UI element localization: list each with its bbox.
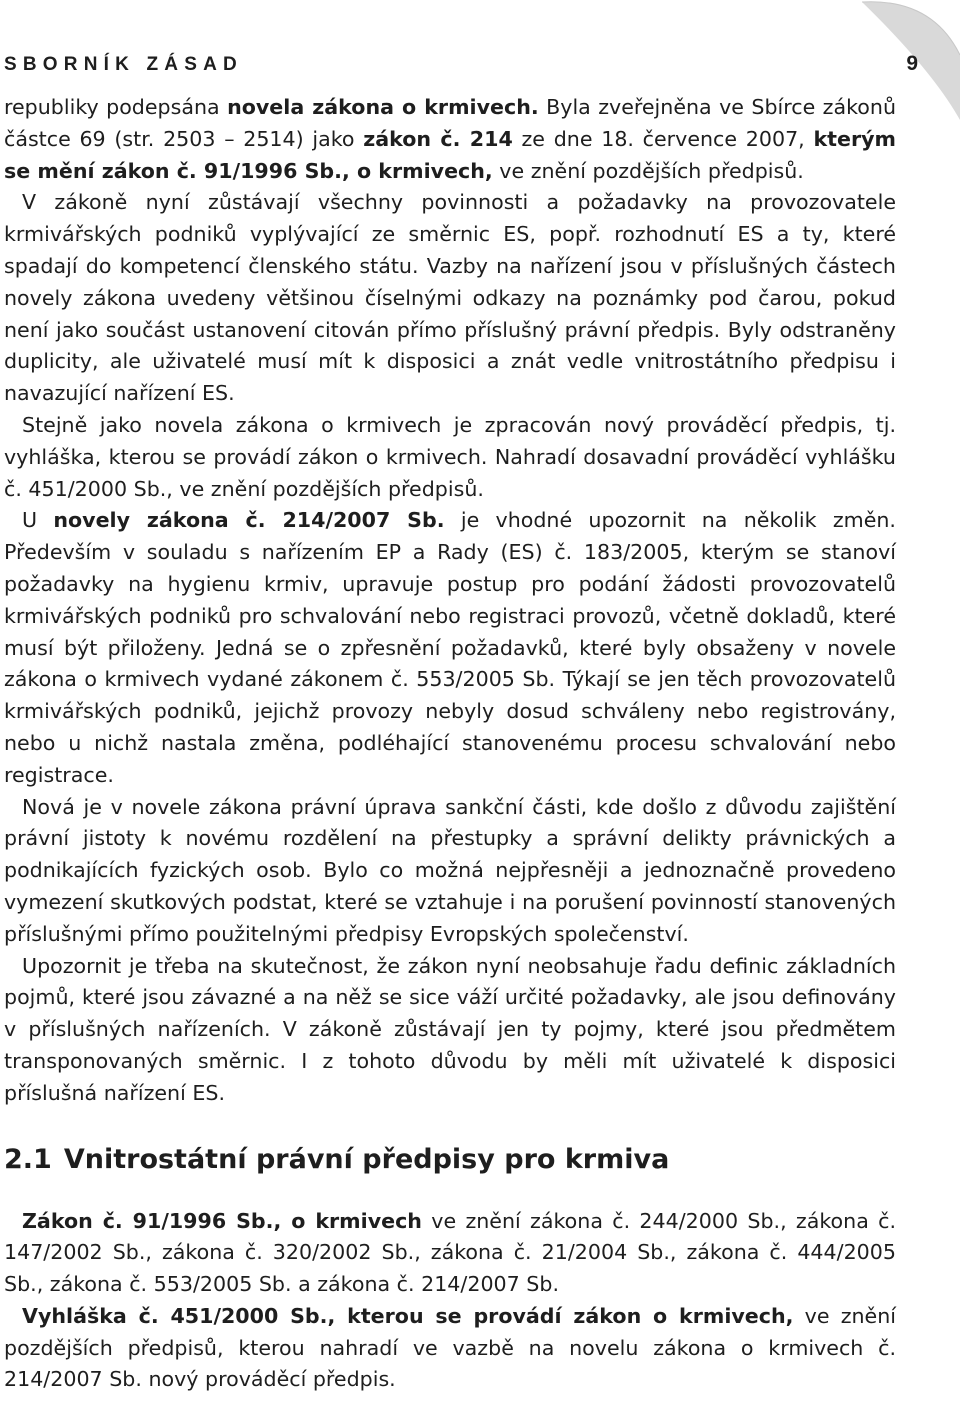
section-number: 2.1 xyxy=(4,1143,52,1175)
section-heading xyxy=(4,1142,896,1178)
text-run: republiky podepsána xyxy=(4,95,228,119)
text-run: ze dne 18. července 2007, xyxy=(512,126,814,151)
running-title: SBORNÍK ZÁSAD xyxy=(4,54,243,75)
paragraph-2: V zákoně nyní zůstávají všechny povinnosti a požadavky na provozovatele krmivářských podniků vyplývající ze směrnic ES, popř. rozhodnutí ES a ty, které spadají do kompetencí členského státu. Vazby na nařízení jsou v příslušných částech novely zákona uvedeny většinou číselnými odkazy na poznámky pod čarou, pokud není jako součást ustanovení citován přímo příslušný právní předpis. Byly odstraněny duplicity, ale uživatelé musí mít k disposici a znát vedle vnitrostátního předpisu i navazující nařízení ES. xyxy=(4,190,896,406)
reference-law-91-1996 xyxy=(4,1206,896,1301)
text-run: ve znění pozdějších předpisů. xyxy=(492,158,804,183)
text-run: ve znění zákona č. 244/2000 Sb., zákona č. 147/2002 Sb., zákona č. 320/2002 Sb., zákona č. 21/2004 Sb., zákona č. 444/2005 Sb., zákona č. 553/2005 Sb. a zákona č. 214/2007 Sb. xyxy=(4,1208,897,1297)
page-number: 9 xyxy=(906,52,918,75)
section-title: Vnitrostátní právní předpisy pro krmiva xyxy=(63,1143,670,1175)
paragraph-6: Upozornit je třeba na skutečnost, že zákon nyní neobsahuje řadu definic základních pojmů, které jsou závazné a na něž se sice váží určité požadavky, ale jsou definovány v příslušných nařízeních. V zákoně zůstávají jen ty pojmy, které jsou předmětem transponovaných směrnic. I z tohoto důvodu by měli mít uživatelé k disposici příslušná nařízení ES. xyxy=(4,953,896,1105)
bold-run: kterým se mění zákon č. 91/1996 Sb., o krmivech, xyxy=(4,126,896,183)
text-run: Byla zveřejněna ve Sbírce zákonů částce 69 (str. 2503 – 2514) jako xyxy=(4,95,896,151)
text-run: U xyxy=(22,508,54,533)
paragraph-4 xyxy=(4,505,896,791)
bold-run: novely zákona č. 214/2007 Sb. xyxy=(53,508,445,533)
page-body xyxy=(4,92,896,1396)
paragraph-5: Nová je v novele zákona právní úprava sankční části, kde došlo z důvodu zajištění právní jistoty k novému rozdělení na přestupky a správní delikty právnických a podnikajících fyzických osob. Bylo co možná nejpřesněji a jednoznačně provedeno vymezení skutkových podstat, které se vztahuje i na porušení povinností stanovených příslušnými přímo použitelnými předpisy Evropských společenství. xyxy=(4,794,896,946)
text-run: ve znění pozdějších předpisů, kterou nahradí ve vazbě na novelu zákona o krmivech č. 214/2007 Sb. nový prováděcí předpis. xyxy=(4,1303,896,1392)
paragraph-3: Stejně jako novela zákona o krmivech je zpracován nový prováděcí předpis, tj. vyhláška, kterou se provádí zákon o krmivech. Nahradí dosavadní prováděcí vyhlášku č. 451/2000 Sb., ve znění pozdějších předpisů. xyxy=(4,412,896,501)
bold-run: Vyhláška č. 451/2000 Sb., kterou se provádí zákon o krmivech, xyxy=(22,1303,794,1328)
bold-run: Zákon č. 91/1996 Sb., o krmivech xyxy=(22,1208,422,1233)
paragraph-1 xyxy=(4,92,896,187)
bold-run: novela zákona o krmivech. xyxy=(227,95,539,119)
text-run: je vhodné upozornit na několik změn. Především v souladu s nařízením EP a Rady (ES) č. 183/2005, kterým se stanoví požadavky na hygienu krmiv, upravuje postup pro podání žádosti provozovatelů krmivářských podniků pro schvalování nebo registraci provozů, včetně dokladů, které musí být přiloženy. Jedná se o zpřesnění požadavků, které byly obsaženy v novele zákona o krmivech vydané zákonem č. 553/2005 Sb. Týkají se jen těch provozovatelů krmivářských podniků, jejichž provozy nebyly dosud schváleny nebo registrovány, nebo u nichž nastala změna, podléhající stanovenému procesu schvalování nebo registrace. xyxy=(4,508,896,787)
bold-run: zákon č. 214 xyxy=(363,126,513,151)
page-header xyxy=(0,52,960,84)
reference-decree-451-2000 xyxy=(4,1301,896,1396)
